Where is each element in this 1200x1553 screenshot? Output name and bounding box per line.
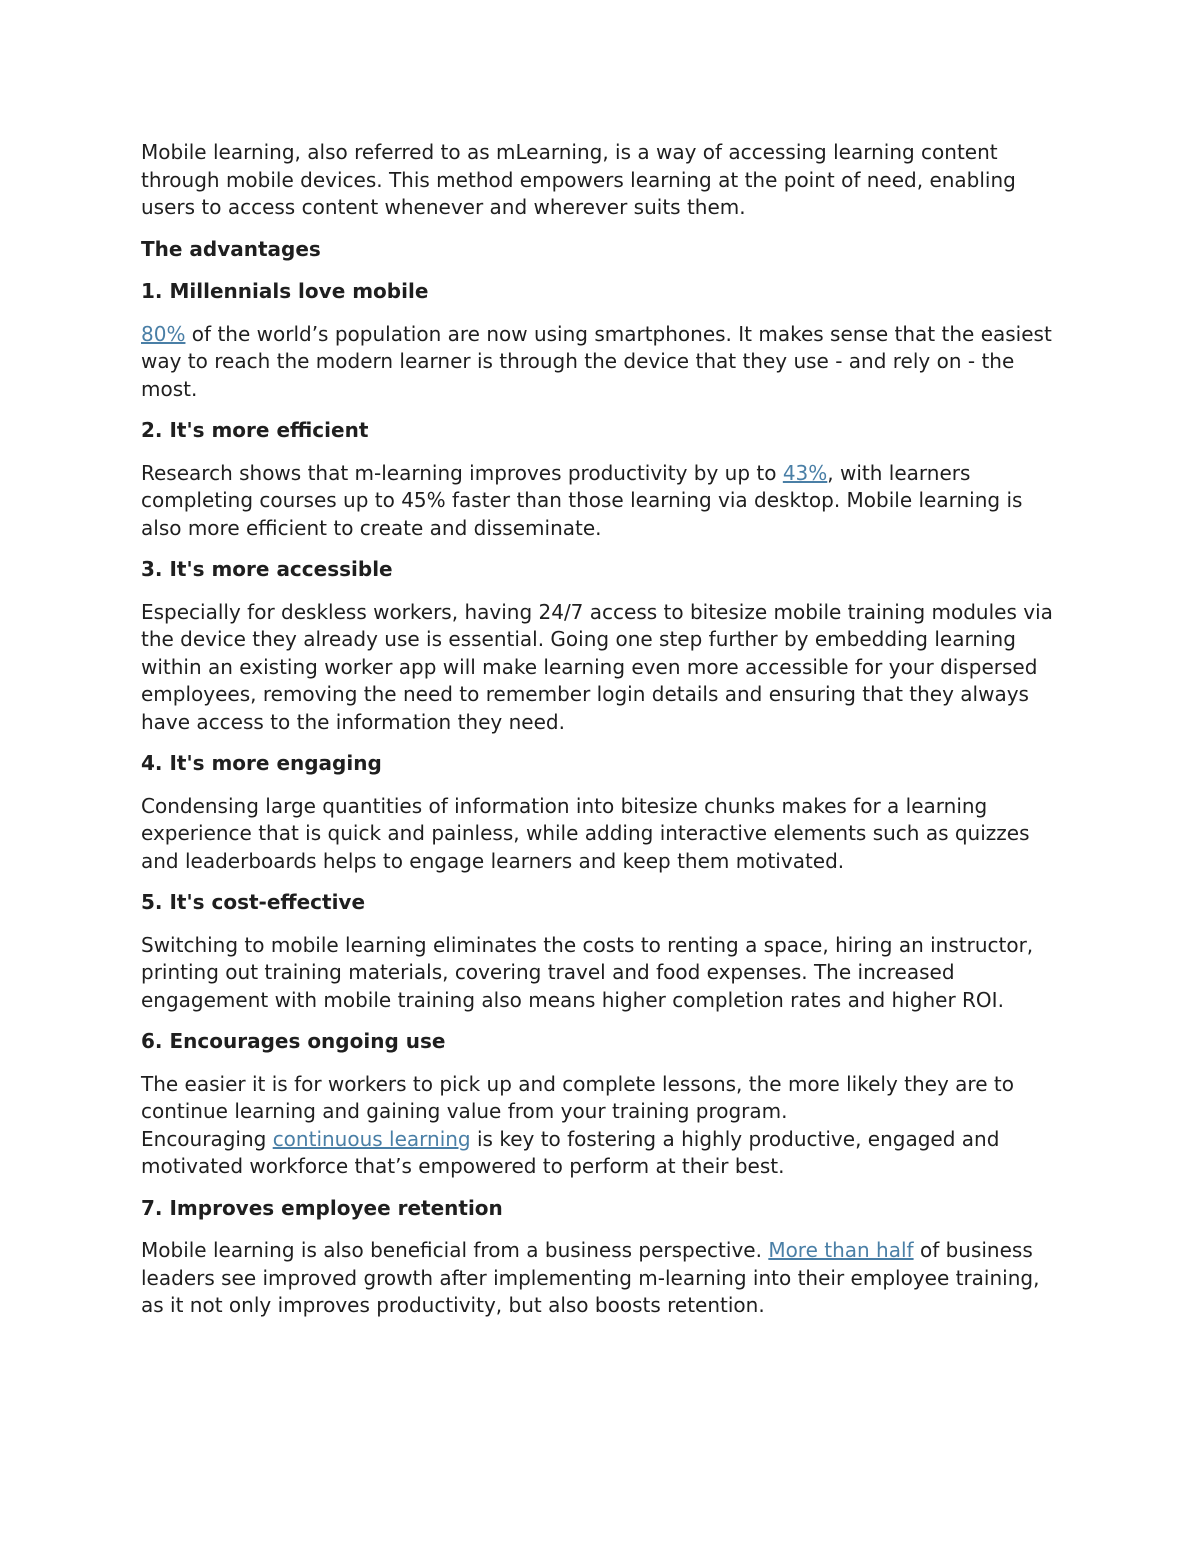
- section-6-text-after: is key to fostering a highly productive, engaged and motivated workforce that’s empowered to perform at their best.: [141, 1126, 1000, 1178]
- section-3-heading: 3. It's more accessible: [141, 557, 393, 581]
- section-5-heading: 5. It's cost-effective: [141, 890, 366, 914]
- section-7-text-before: Mobile learning is also beneficial from a business perspective.: [141, 1238, 769, 1262]
- section-1-heading: 1. Millennials love mobile: [141, 279, 429, 303]
- section-3-paragraph: Especially for deskless workers, having 24/7 access to bitesize mobile training modules via the device they already use is essential. Going one step further by embedding learning within an existing worker app will make learning even more accessible for your dispersed employees, removing the need to remember login details and ensuring that they always have access to the information they need.: [141, 599, 1053, 734]
- section-7-paragraph: [141, 1237, 1061, 1320]
- section-1-paragraph: [141, 321, 1061, 404]
- section-4-heading: 4. It's more engaging: [141, 751, 382, 775]
- section-7-heading: 7. Improves employee retention: [141, 1195, 503, 1220]
- section-5-paragraph: Switching to mobile learning eliminates the costs to renting a space, hiring an instructor, printing out training materials, covering travel and food expenses. The increased engagement with mobile training also means higher completion rates and higher ROI.: [141, 932, 1034, 1012]
- link-80-percent[interactable]: 80%: [141, 321, 186, 346]
- section-6-text-line1: The easier it is for workers to pick up and complete lessons, the more likely they are to continue learning and gaining value from your training program.: [141, 1071, 1014, 1123]
- link-more-than-half[interactable]: More than half: [768, 1238, 914, 1262]
- section-1-text: of the world’s population are now using smartphones. It makes sense that the easiest way to reach the modern learner is through the device that they use - and rely on - the most.: [141, 321, 1052, 401]
- section-2-text-after: , with learners completing courses up to 45% faster than those learning via desktop. Mobile learning is also more efficient to create and disseminate.: [141, 460, 1023, 540]
- intro-paragraph: Mobile learning, also referred to as mLearning, is a way of accessing learning content through mobile devices. This method empowers learning at the point of need, enabling users to access content whenever and wherever suits them.: [141, 140, 1016, 219]
- link-continuous-learning[interactable]: continuous learning: [272, 1126, 471, 1151]
- document-page: [141, 139, 1061, 1334]
- section-2-paragraph: [141, 460, 1061, 543]
- section-2-heading: 2. It's more efficient: [141, 418, 369, 442]
- section-2-text-before: Research shows that m-learning improves productivity by up to: [141, 460, 783, 485]
- section-6-heading: 6. Encourages ongoing use: [141, 1029, 446, 1053]
- section-4-paragraph: Condensing large quantities of information into bitesize chunks makes for a learning experience that is quick and painless, while adding interactive elements such as quizzes and leaderboards helps to engage learners and keep them motivated.: [141, 793, 1030, 873]
- section-7-text-after: of business leaders see improved growth after implementing m-learning into their employee training, as it not only improves productivity, but also boosts retention.: [141, 1238, 1040, 1317]
- section-6-paragraph: [141, 1071, 1061, 1181]
- section-6-text-before: Encouraging: [141, 1126, 273, 1151]
- link-43-percent[interactable]: 43%: [782, 460, 828, 485]
- advantages-heading: The advantages: [141, 236, 321, 261]
